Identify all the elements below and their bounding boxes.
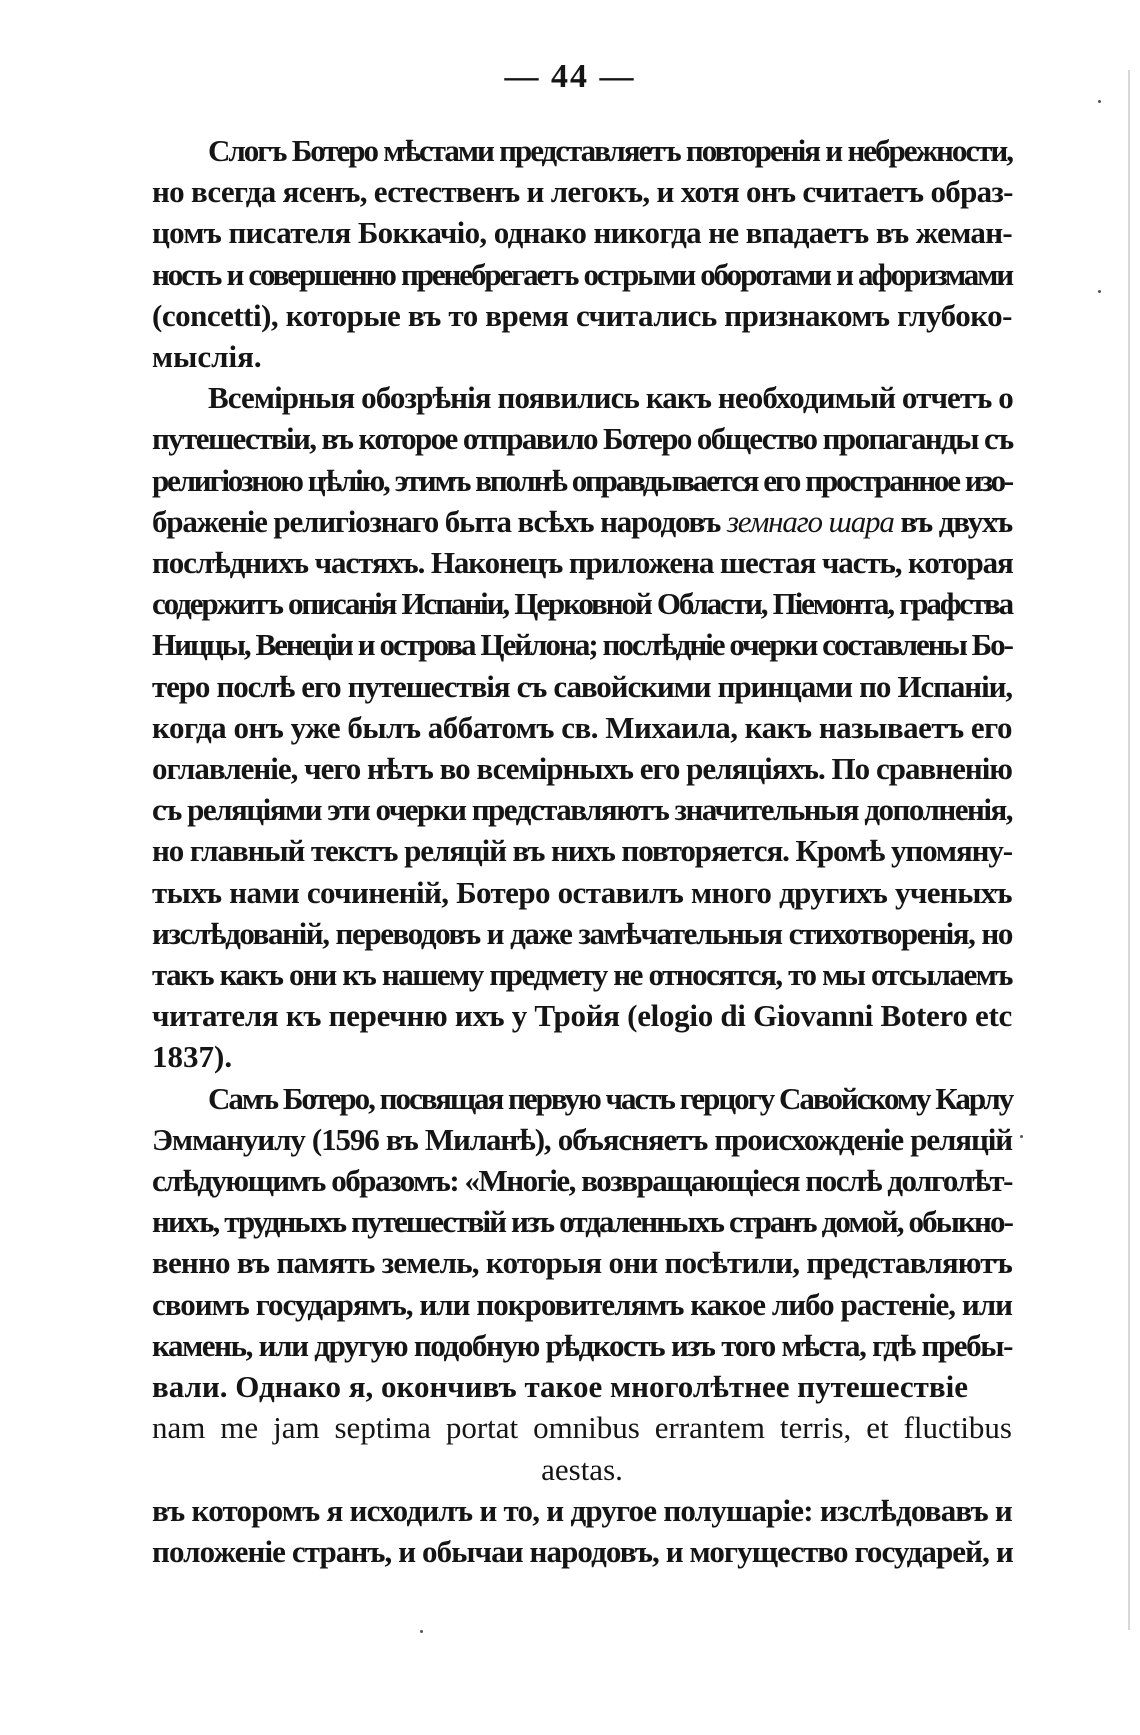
text-line: своимъ государямъ, или покровителямъ какое либо растеніе, или [152,1286,1012,1322]
text-line: путешествіи, въ которое отправило Ботеро общество пропаганды съ [152,421,1013,457]
paragraph-4 [152,1490,1012,1572]
text-line: Самъ Ботеро, посвящая первую часть герцогу Савойскому Карлу [208,1080,1013,1116]
text-line: содержитъ описанія Испаніи, Церковной Области, Піемонта, графства [152,586,1012,622]
text-line: нихъ, трудныхъ путешествій изъ отдаленныхъ странъ домой, обыкно- [152,1204,1012,1240]
text-line: камень, или другую подобную рѣдкость изъ того мѣста, гдѣ пребы- [152,1327,1012,1363]
latin-verse-line: nam me jam septima portat omnibus errantem terris, et fluctibus [152,1410,1012,1446]
paragraph-2 [152,377,1012,1077]
page-number: — 44 — [504,58,636,95]
scan-speck [1020,1135,1023,1138]
text-line: но всегда ясенъ, естественъ и легокъ, и хотя онъ считаетъ образ- [152,174,1013,210]
scan-speck [420,1630,423,1633]
text-line: но главный текстъ реляцій въ нихъ повторяется. Кромѣ упомяну- [152,833,1012,869]
text-segment: браженіе религіознаго быта всѣхъ народовъ [152,503,721,539]
text-line: религіозною цѣлію, этимъ вполнѣ оправдывается его пространное изо- [152,462,1012,498]
text-line: цомъ писателя Боккачіо, однако никогда не впадаетъ въ жеман- [152,215,1012,251]
text-line: такъ какъ они къ нашему предмету не относятся, то мы отсылаемъ [152,957,1012,993]
text-line: мыслія. [152,339,262,375]
text-line: Слогъ Ботеро мѣстами представляетъ повторенія и небрежности, [208,133,1012,168]
text-line: (concetti), которые въ то время считались признакомъ глубоко- [152,297,1012,333]
text-line: слѣдующимъ образомъ: «Многіе, возвращающіеся послѣ долголѣт- [152,1163,1012,1199]
page-edge-shadow [1128,70,1130,1630]
paragraph-3 [152,1078,1012,1408]
text-line: когда онъ уже былъ аббатомъ св. Михаила, какъ называетъ его [152,709,1012,745]
text-line: тыхъ нами сочиненій, Ботеро оставилъ много другихъ ученыхъ [152,874,1012,910]
latin-verse-end: aestas. [541,1451,623,1487]
scan-speck [1098,100,1101,103]
text-line: Ниццы, Венеціи и острова Цейлона; послѣдніе очерки составлены Бо- [152,627,1012,663]
text-line-with-italic [152,501,1012,542]
text-line: Эммануилу (1596 въ Миланѣ), объясняетъ происхожденіе реляцій [152,1121,1012,1157]
text-line: съ реляціями эти очерки представляютъ значительныя дополненія, [152,792,1012,828]
text-line: ность и совершенно пренебрегаетъ острыми оборотами и афоризмами [152,256,1012,292]
latin-quotation [152,1407,1012,1489]
scan-speck [1098,290,1101,293]
body-text [152,130,1012,1572]
text-line: Всемірныя обозрѣнія появились какъ необходимый отчетъ о [208,380,1013,416]
text-line: читателя къ перечню ихъ у Тройя (elogio di Giovanni Botero etc [152,998,1012,1034]
text-line: въ которомъ я исходилъ и то, и другое полушаріе: изслѣдовавъ и [152,1492,1012,1528]
text-line: оглавленіе, чего нѣтъ во всемірныхъ его реляціяхъ. По сравненію [152,751,1012,787]
text-line: вали. Однако я, окончивъ такое многолѣтнее путешествіе [152,1369,968,1405]
text-line: изслѣдованій, переводовъ и даже замѣчательныя стихотворенія, но [152,915,1012,951]
text-line: теро послѣ его путешествія съ савойскими принцами по Испаніи, [152,668,1012,704]
text-line: 1837). [152,1039,233,1075]
italic-phrase: земнаго шара [726,503,894,539]
text-segment: въ двухъ [900,503,1012,539]
text-line: венно въ память земель, которыя они посѣтили, представляютъ [152,1245,1012,1281]
text-line: послѣднихъ частяхъ. Наконецъ приложена шестая часть, которая [152,545,1013,581]
paragraph-1 [152,130,1012,377]
text-line: положеніе странъ, и обычаи народовъ, и могущество государей, и [152,1533,1013,1569]
